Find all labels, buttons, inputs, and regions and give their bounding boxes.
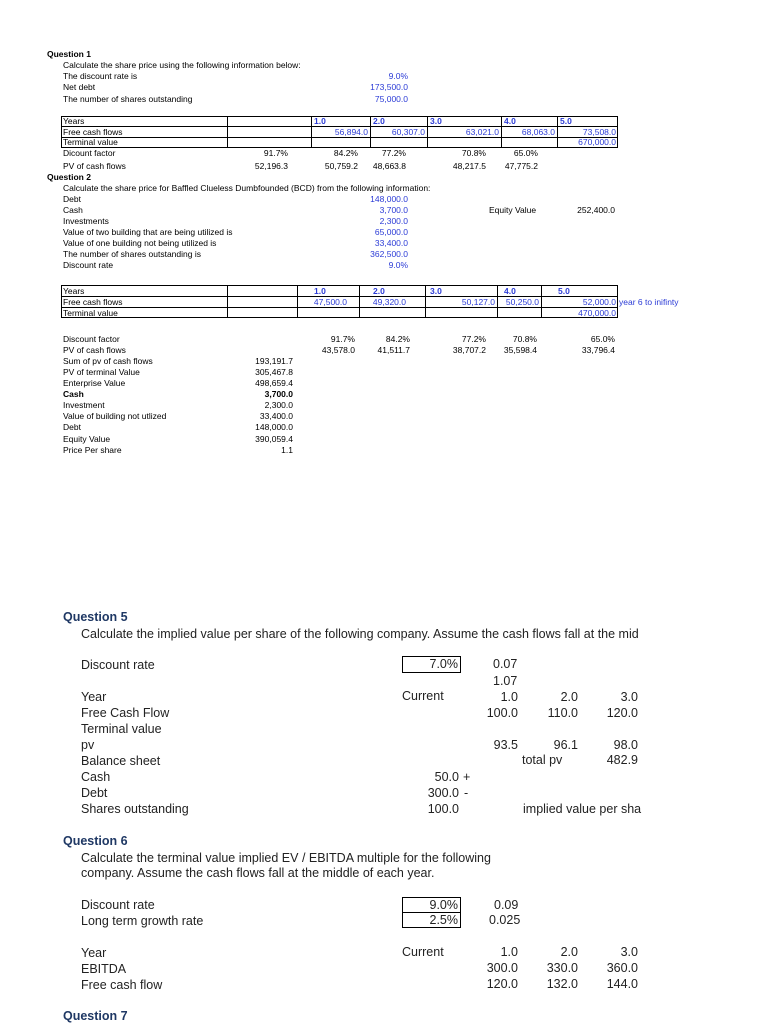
q5-discount-label: Discount rate — [81, 658, 155, 672]
q1-pv-cell: 52,196.3 — [254, 161, 288, 171]
q6-year: 2.0 — [560, 945, 578, 959]
q5-title: Question 5 — [63, 610, 128, 624]
q1-input-value[interactable]: 75,000.0 — [374, 94, 408, 104]
q2-summary-label: Cash — [63, 389, 84, 399]
q2-discount-factor: 70.8% — [512, 334, 537, 344]
q6-year-label: Year — [81, 946, 107, 960]
q2-summary-label: Debt — [63, 422, 81, 432]
q2-input-value[interactable]: 9.0% — [388, 260, 408, 270]
q1-input-label: The discount rate is — [63, 71, 138, 81]
q5-pv-cell: 98.0 — [613, 738, 638, 752]
q6-aux-value: 0.09 — [494, 898, 519, 912]
q6-ebitda-label: EBITDA — [81, 962, 127, 976]
q5-year-label: Year — [81, 690, 107, 704]
q1-fcf-cell[interactable]: 63,021.0 — [465, 127, 499, 137]
q2-input-label: Value of one building not being utilized is — [63, 238, 217, 248]
q2-summary-label: Investment — [63, 400, 105, 410]
q5-cash-operator: + — [463, 770, 471, 784]
q2-input-value[interactable]: 3,700.0 — [379, 205, 408, 215]
q2-fcf-cell[interactable]: 52,000.0 — [582, 297, 616, 307]
q2-summary-value: 33,400.0 — [259, 411, 293, 421]
q5-year: 3.0 — [620, 690, 638, 704]
q2-pv-cell: 41,511.7 — [377, 345, 410, 355]
q2-input-label: Cash — [63, 205, 83, 215]
q1-input-value[interactable]: 9.0% — [388, 71, 408, 81]
q1-pv-cell: 48,663.8 — [372, 161, 406, 171]
q6-instruction-line1: Calculate the terminal value implied EV / EBITDA multiple for the following — [81, 851, 491, 865]
q5-pv-cell: 93.5 — [493, 738, 518, 752]
q2-row-label-years: Years — [63, 286, 85, 296]
q6-ebitda-cell[interactable]: 330.0 — [546, 961, 578, 975]
q2-fcf-cell[interactable]: 50,127.0 — [461, 297, 495, 307]
q6-year: 1.0 — [500, 945, 518, 959]
q6-current-label: Current — [402, 945, 444, 959]
q1-discount-factor: 70.8% — [461, 148, 486, 158]
q5-fcf-label: Free Cash Flow — [81, 706, 170, 720]
q1-pv-cell: 47,775.2 — [504, 161, 538, 171]
q5-discount-rate[interactable]: 7.0% — [429, 657, 458, 671]
q2-input-label: Value of two building that are being utilized is — [63, 227, 233, 237]
q1-row-label-fcf: Free cash flows — [63, 127, 123, 137]
q6-ebitda-cell[interactable]: 360.0 — [606, 961, 638, 975]
q5-total-pv: 482.9 — [606, 753, 638, 767]
q5-pv-label: pv — [81, 738, 95, 752]
q2-fcf-cell[interactable]: 50,250.0 — [505, 297, 539, 307]
q5-cash-value[interactable]: 50.0 — [434, 770, 459, 784]
q2-equity-value: 252,400.0 — [577, 205, 615, 215]
q2-year: 5.0 — [558, 286, 570, 296]
q5-year: 2.0 — [560, 690, 578, 704]
q2-summary-value: 3,700.0 — [264, 389, 293, 399]
q5-aux-value: 0.07 — [493, 657, 518, 671]
q6-aux-value: 0.025 — [489, 913, 521, 927]
q2-summary-label: Equity Value — [63, 434, 111, 444]
q2-year: 3.0 — [430, 286, 442, 296]
q5-pv-cell: 96.1 — [553, 738, 578, 752]
q2-year: 4.0 — [504, 286, 516, 296]
q2-title: Question 2 — [47, 172, 91, 182]
q1-year: 1.0 — [314, 116, 326, 126]
q5-tv-label: Terminal value — [81, 722, 162, 736]
q2-summary-value: 2,300.0 — [264, 400, 293, 410]
q2-pv-label: PV of cash flows — [63, 345, 126, 355]
q1-input-label: Net debt — [63, 82, 96, 92]
q1-fcf-cell[interactable]: 60,307.0 — [391, 127, 425, 137]
q1-instruction: Calculate the share price using the following information below: — [63, 60, 301, 70]
q6-instruction-line2: company. Assume the cash flows fall at the middle of each year. — [81, 866, 435, 880]
q2-input-value[interactable]: 362,500.0 — [370, 249, 408, 259]
q2-summary-value: 1.1 — [281, 445, 293, 455]
q6-fcf-label: Free cash flow — [81, 978, 163, 992]
q2-summary-value: 193,191.7 — [255, 356, 293, 366]
q6-fcf-cell[interactable]: 144.0 — [606, 977, 638, 991]
q1-fcf-cell[interactable]: 73,508.0 — [582, 127, 616, 137]
q2-input-label: Debt — [63, 194, 81, 204]
q7-title: Question 7 — [63, 1009, 128, 1023]
q2-input-value[interactable]: 148,000.0 — [370, 194, 408, 204]
q2-summary-value: 148,000.0 — [255, 422, 293, 432]
q5-debt-label: Debt — [81, 786, 108, 800]
q2-summary-value: 498,659.4 — [255, 378, 293, 388]
q2-pv-cell: 35,598.4 — [503, 345, 537, 355]
q2-discount-factor: 84.2% — [385, 334, 410, 344]
q5-year: 1.0 — [500, 690, 518, 704]
q2-discount-factor: 77.2% — [461, 334, 486, 344]
q2-equity-label: Equity Value — [489, 205, 537, 215]
q5-current-label: Current — [402, 689, 444, 703]
q1-discount-factor: 91.7% — [263, 148, 288, 158]
q1-pv-cell: 50,759.2 — [324, 161, 358, 171]
q5-fcf-cell[interactable]: 100.0 — [486, 706, 518, 720]
q1-title: Question 1 — [47, 49, 91, 59]
q5-cash-label: Cash — [81, 770, 111, 784]
q5-debt-operator: - — [464, 786, 469, 800]
q1-row-label-pv: PV of cash flows — [63, 161, 126, 171]
q1-year: 5.0 — [560, 116, 572, 126]
q1-discount-factor: 65.0% — [513, 148, 538, 158]
q6-fcf-cell[interactable]: 120.0 — [486, 977, 518, 991]
q5-fcf-cell[interactable]: 110.0 — [547, 706, 578, 720]
q2-note: year 6 to inifinty — [619, 297, 679, 307]
q6-ebitda-cell[interactable]: 300.0 — [486, 961, 518, 975]
q6-discount-rate[interactable]: 9.0% — [429, 898, 458, 912]
q2-pv-cell: 43,578.0 — [321, 345, 355, 355]
q6-growth-rate[interactable]: 2.5% — [429, 913, 458, 927]
q2-pv-cell: 33,796.4 — [581, 345, 615, 355]
q2-summary-label: Price Per share — [63, 445, 122, 455]
q2-pv-cell: 38,707.2 — [452, 345, 486, 355]
q2-terminal-value[interactable]: 470,000.0 — [578, 308, 616, 318]
q2-summary-label: Value of building not utlized — [63, 411, 167, 421]
q5-total-pv-label: total pv — [522, 753, 563, 767]
q1-terminal-value[interactable]: 670,000.0 — [578, 137, 616, 147]
q2-input-value[interactable]: 33,400.0 — [374, 238, 408, 248]
q2-row-label-tv: Terminal value — [63, 308, 118, 318]
q6-discount-label: Discount rate — [81, 898, 155, 912]
q2-fcf-cell[interactable]: 47,500.0 — [313, 297, 347, 307]
q2-summary-value: 305,467.8 — [255, 367, 293, 377]
q2-summary-label: PV of terminal Value — [63, 367, 140, 377]
q2-input-label: The number of shares outstanding is — [63, 249, 201, 259]
q6-year: 3.0 — [620, 945, 638, 959]
q2-input-value[interactable]: 65,000.0 — [374, 227, 408, 237]
q2-input-value[interactable]: 2,300.0 — [379, 216, 408, 226]
q2-input-label: Investments — [63, 216, 109, 226]
q2-summary-value: 390,059.4 — [255, 434, 293, 444]
q5-aux-value: 1.07 — [493, 674, 518, 688]
q2-year: 2.0 — [373, 286, 385, 296]
q5-fcf-cell[interactable]: 120.0 — [606, 706, 638, 720]
q1-input-label: The number of shares outstanding — [63, 94, 193, 104]
q1-discount-factor: 77.2% — [381, 148, 406, 158]
q5-instruction: Calculate the implied value per share of the following company. Assume the cash flows fall at the mid — [81, 627, 639, 641]
q5-balance-label: Balance sheet — [81, 754, 161, 768]
q2-fcf-cell[interactable]: 49,320.0 — [372, 297, 406, 307]
q5-shares-label: Shares outstanding — [81, 802, 189, 816]
q1-year: 3.0 — [430, 116, 442, 126]
q1-row-label-years: Years — [63, 116, 85, 126]
q2-discount-factor: 91.7% — [330, 334, 355, 344]
q1-pv-cell: 48,217.5 — [452, 161, 486, 171]
q1-year: 2.0 — [373, 116, 385, 126]
q1-input-value[interactable]: 173,500.0 — [370, 82, 408, 92]
q6-title: Question 6 — [63, 834, 128, 848]
q2-year: 1.0 — [314, 286, 326, 296]
q5-debt-value[interactable]: 300.0 — [427, 786, 459, 800]
q2-row-label-fcf: Free cash flows — [63, 297, 123, 307]
q6-fcf-cell[interactable]: 132.0 — [546, 977, 578, 991]
q2-summary-label: Sum of pv of cash flows — [63, 356, 153, 366]
q1-row-label-tv: Terminal value — [63, 137, 118, 147]
q5-implied-label: implied value per sha — [523, 802, 642, 816]
q1-year: 4.0 — [504, 116, 516, 126]
q6-growth-label: Long term growth rate — [81, 914, 204, 928]
q2-input-label: Discount rate — [63, 260, 114, 270]
q1-discount-factor: 84.2% — [333, 148, 358, 158]
q2-discount-label: Discount factor — [63, 334, 120, 344]
q2-summary-label: Enterprise Value — [63, 378, 126, 388]
q1-fcf-cell[interactable]: 56,894.0 — [334, 127, 368, 137]
q2-instruction: Calculate the share price for Baffled Clueless Dumbfounded (BCD) from the following information: — [63, 183, 431, 193]
q1-fcf-cell[interactable]: 68,063.0 — [521, 127, 555, 137]
q2-discount-factor: 65.0% — [590, 334, 615, 344]
q1-row-label-discount: Dicount factor — [63, 148, 116, 158]
q5-shares-value[interactable]: 100.0 — [427, 802, 459, 816]
